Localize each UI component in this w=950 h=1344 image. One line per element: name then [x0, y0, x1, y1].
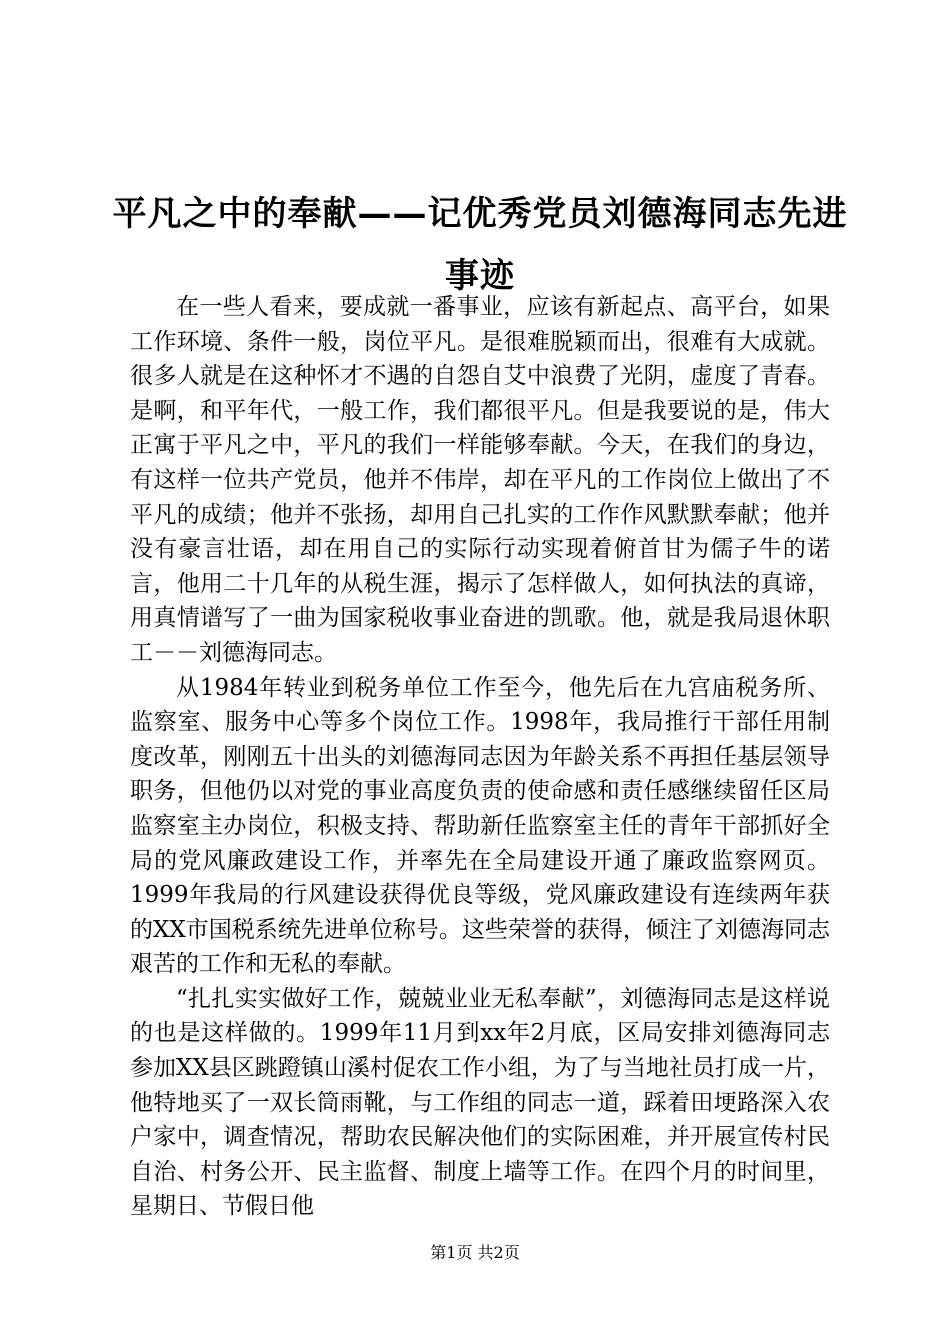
paragraph-1: 在一些人看来，要成就一番事业，应该有新起点、高平台，如果工作环境、条件一般，岗位平凡。是很难脱颖而出，很难有大成就。很多人就是在这种怀才不遇的自怨自艾中浪费了光阴，虚度了青春。是啊，和平年代，一般工作，我们都很平凡。但是我要说的是，伟大正寓于平凡之中，平凡的我们一样能够奉献。今天，在我们的身边，有这样一位共产党员，他并不伟岸，却在平凡的工作岗位上做出了不平凡的成绩；他并不张扬，却用自己扎实的工作作风默默奉献；他并没有豪言壮语，却在用自己的实际行动实现着俯首甘为儒子牛的诺言，他用二十几年的从税生涯，揭示了怎样做人，如何执法的真谛，用真情谱写了一曲为国家税收事业奋进的凯歌。他，就是我局退休职工－－刘德海同志。	[130, 294, 830, 666]
document-body	[130, 290, 830, 1224]
paragraph-2: 从1984年转业到税务单位工作至今，他先后在九宫庙税务所、监察室、服务中心等多个岗位工作。1998年，我局推行干部任用制度改革，刚刚五十出头的刘德海同志因为年龄关系不再担任基层领导职务，但他仍以对党的事业高度负责的使命感和责任感继续留任区局监察室主办岗位，积极支持、帮助新任监察室主任的青年干部抓好全局的党风廉政建设工作，并率先在全局建设开通了廉政监察网页。1999年我局的行风建设获得优良等级，党风廉政建设有连续两年获的XX市国税系统先进单位称号。这些荣誉的获得，倾注了刘德海同志艰苦的工作和无私的奉献。	[130, 674, 830, 978]
document-title: 平凡之中的奉献——记优秀党员刘德海同志先进事迹	[112, 194, 848, 296]
paragraph-3: “扎扎实实做好工作，兢兢业业无私奉献”，刘德海同志是这样说的也是这样做的。1999年11月到xx年2月底，区局安排刘德海同志参加XX县区跳蹬镇山溪村促农工作小组，为了与当地社员打成一片，他特地买了一双长筒雨靴，与工作组的同志一道，踩着田埂路深入农户家中，调查情况，帮助农民解决他们的实际困难，并开展宣传村民自治、村务公开、民主监督、制度上墙等工作。在四个月的时间里，星期日、节假日他	[130, 985, 830, 1220]
page-number-footer: 第1页 共2页	[430, 1243, 520, 1262]
